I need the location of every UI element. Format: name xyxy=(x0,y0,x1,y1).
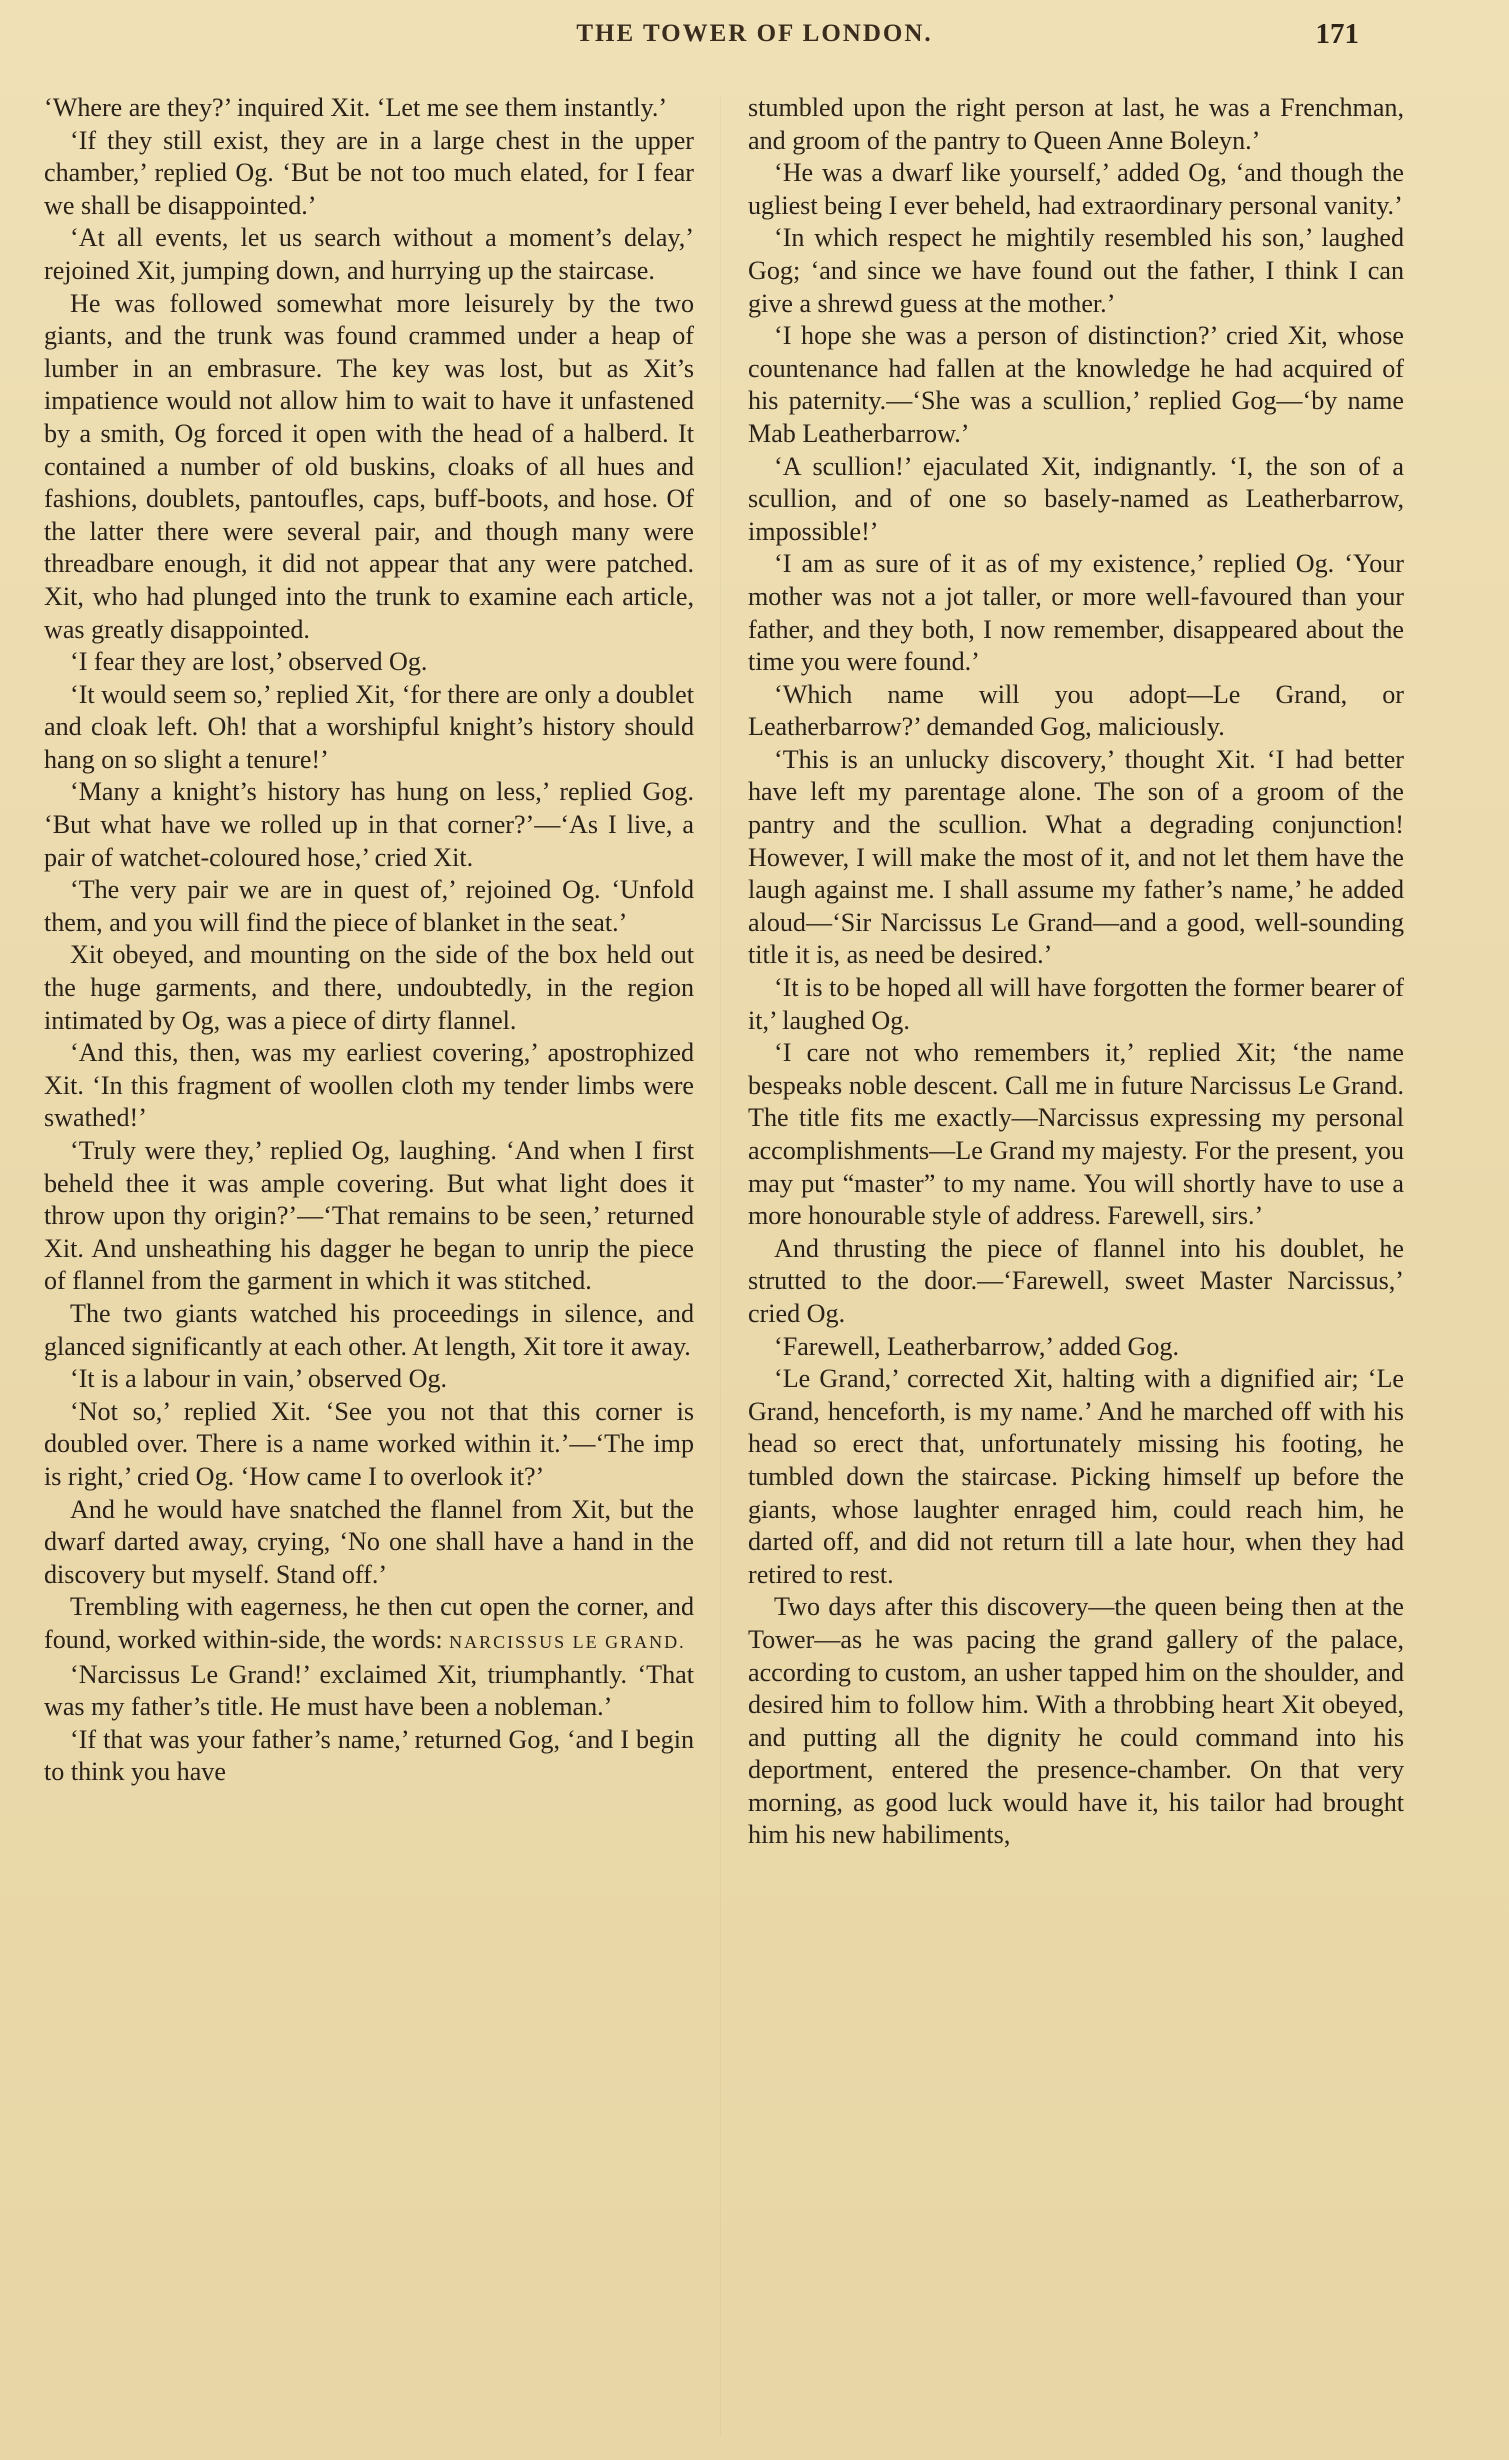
paragraph: ‘A scullion!’ ejaculated Xit, indignantly. ‘I, the son of a scullion, and of one so basely-named as Leatherbarrow, impossible!’ xyxy=(748,451,1404,546)
paragraph: ‘Many a knight’s history has hung on less,’ replied Gog. ‘But what have we rolled up in that corner?’—‘As I live, a pair of watchet-coloured hose,’ cried Xit. xyxy=(44,777,694,872)
paragraph: ‘Le Grand,’ corrected Xit, halting with a dignified air; ‘Le Grand, henceforth, is my name.’ And he marched off with his head so erect that, unfortunately missing his footing, he tumbled down the staircase. Picking himself up before the giants, whose laughter enraged him, could reach him, he darted off, and did not return till a late hour, when they had retired to rest. xyxy=(748,1364,1404,1589)
paragraph: ‘I am as sure of it as of my existence,’ replied Og. ‘Your mother was not a jot taller, or more well-favoured than your father, and they both, I now remember, disappeared about the time you were found.’ xyxy=(748,549,1404,677)
paragraph: ‘In which respect he mightily resembled his son,’ laughed Gog; ‘and since we have found out the father, I think I can give a shrewd guess at the mother.’ xyxy=(748,223,1404,318)
paragraph: ‘I hope she was a person of distinction?’ cried Xit, whose countenance had fallen at the knowledge he had acquired of his paternity.—‘She was a scullion,’ replied Gog—‘by name Mab Leatherbarrow.’ xyxy=(748,321,1404,448)
paragraph: ‘The very pair we are in quest of,’ rejoined Og. ‘Unfold them, and you will find the piece of blanket in the seat.’ xyxy=(44,875,694,937)
gutter xyxy=(720,96,721,2436)
paragraph: ‘It would seem so,’ replied Xit, ‘for there are only a doublet and cloak left. Oh! that a worshipful knight’s history should hang on so slight a tenure!’ xyxy=(44,679,694,774)
paragraph: He was followed somewhat more leisurely by the two giants, and the trunk was found crammed under a heap of lumber in an embrasure. The key was lost, but as Xit’s impatience would not allow him to wait to have it unfastened by a smith, Og forced it open with the head of a halberd. It contained a number of old buskins, cloaks of all hues and fashions, doublets, pantoufles, caps, buff-boots, and hose. Of the latter there were several pair, and though many were threadbare enough, it did not appear that any were patched. Xit, who had plunged into the trunk to examine each article, was greatly disappointed. xyxy=(44,288,694,644)
paragraph: The two giants watched his proceedings in silence, and glanced significantly at each other. At length, Xit tore it away. xyxy=(44,1298,694,1361)
paragraph: ‘At all events, let us search without a moment’s delay,’ rejoined Xit, jumping down, and hurrying up the staircase. xyxy=(44,223,694,285)
paragraph: ‘It is a labour in vain,’ observed Og. xyxy=(70,1364,448,1394)
paragraph: ‘If that was your father’s name,’ returned Gog, ‘and I begin to think you have xyxy=(44,1724,694,1787)
paragraph: ‘This is an unlucky discovery,’ thought Xit. ‘I had better have left my parentage alone. The son of a groom of the pantry and the scullion. What a degrading conjunction! However, I will make the most of it, and not let them have the laugh against me. I shall assume my father’s name,’ he added aloud—‘Sir Narcissus Le Grand—and a good, well-sounding title it is, as need be desired.’ xyxy=(748,744,1404,970)
paragraph: ‘Farewell, Leatherbarrow,’ added Gog. xyxy=(774,1331,1179,1361)
paragraph: ‘If they still exist, they are in a large chest in the upper chamber,’ replied Og. ‘But be not too much elated, for I fear we shall be disappointed.’ xyxy=(44,125,694,220)
running-title: THE TOWER OF LONDON. xyxy=(576,20,933,47)
page-header xyxy=(0,14,1509,62)
paragraph: Two days after this discovery—the queen being then at the Tower—as he was pacing the grand gallery of the palace, according to custom, an usher tapped him on the shoulder, and desired him to follow him. With a throbbing heart Xit obeyed, and putting all the dignity he could command into his deportment, entered the presence-chamber. On that very morning, as good luck would have it, his tailor had brought him his new habiliments, xyxy=(748,1592,1404,1850)
paragraph-text: Trembling with eagerness, he then cut open the corner, and found, worked within-side, the words: xyxy=(44,1592,694,1654)
paragraph: ‘Truly were they,’ replied Og, laughing. ‘And when I first beheld thee it was ample covering. But what light does it throw upon thy origin?’—‘That remains to be seen,’ returned Xit. And unsheathing his dagger he began to unrip the piece of flannel from the garment in which it was stitched. xyxy=(44,1136,694,1296)
paragraph: And he would have snatched the flannel from Xit, but the dwarf darted away, crying, ‘No one shall have a hand in the discovery but myself. Stand off.’ xyxy=(44,1494,694,1589)
paragraph: ‘And this, then, was my earliest covering,’ apostrophized Xit. ‘In this fragment of woollen cloth my tender limbs were swathed!’ xyxy=(44,1038,694,1133)
inline-name: NARCISSUS LE GRAND. xyxy=(449,1631,686,1652)
paragraph: ‘I care not who remembers it,’ replied Xit; ‘the name bespeaks noble descent. Call me in future Narcissus Le Grand. The title fits me exactly—Narcissus expressing my personal accomplishments—Le Grand my majesty. For the present, you may put “master” to my name. You will shortly have to use a more honourable style of address. Farewell, sirs.’ xyxy=(748,1038,1404,1231)
paragraph: ‘I fear they are lost,’ observed Og. xyxy=(70,647,428,677)
right-column xyxy=(748,92,1404,2444)
paragraph: Xit obeyed, and mounting on the side of the box held out the huge garments, and there, undoubtedly, in the region intimated by Og, was a piece of dirty flannel. xyxy=(44,940,694,1035)
left-column xyxy=(44,92,694,2444)
paragraph: stumbled upon the right person at last, he was a Frenchman, and groom of the pantry to Queen Anne Boleyn.’ xyxy=(748,93,1404,155)
paragraph: ‘It is to be hoped all will have forgotten the former bearer of it,’ laughed Og. xyxy=(748,973,1404,1035)
paragraph: ‘He was a dwarf like yourself,’ added Og, ‘and though the ugliest being I ever beheld, had extraordinary personal vanity.’ xyxy=(748,158,1404,220)
paragraph: ‘Not so,’ replied Xit. ‘See you not that this corner is doubled over. There is a name worked within it.’—‘The imp is right,’ cried Og. ‘How came I to overlook it?’ xyxy=(44,1396,694,1491)
paragraph: ‘Which name will you adopt—Le Grand, or Leatherbarrow?’ demanded Gog, maliciously. xyxy=(748,679,1404,742)
paragraph: ‘Narcissus Le Grand!’ exclaimed Xit, triumphantly. ‘That was my father’s title. He must have been a nobleman.’ xyxy=(44,1659,694,1722)
paragraph: ‘Where are they?’ inquired Xit. ‘Let me see them instantly.’ xyxy=(44,93,668,122)
page-number: 171 xyxy=(1315,18,1359,50)
paragraph-with-name xyxy=(44,1591,694,1658)
paragraph: And thrusting the piece of flannel into his doublet, he strutted to the door.—‘Farewell, sweet Master Narcissus,’ cried Og. xyxy=(748,1233,1404,1328)
